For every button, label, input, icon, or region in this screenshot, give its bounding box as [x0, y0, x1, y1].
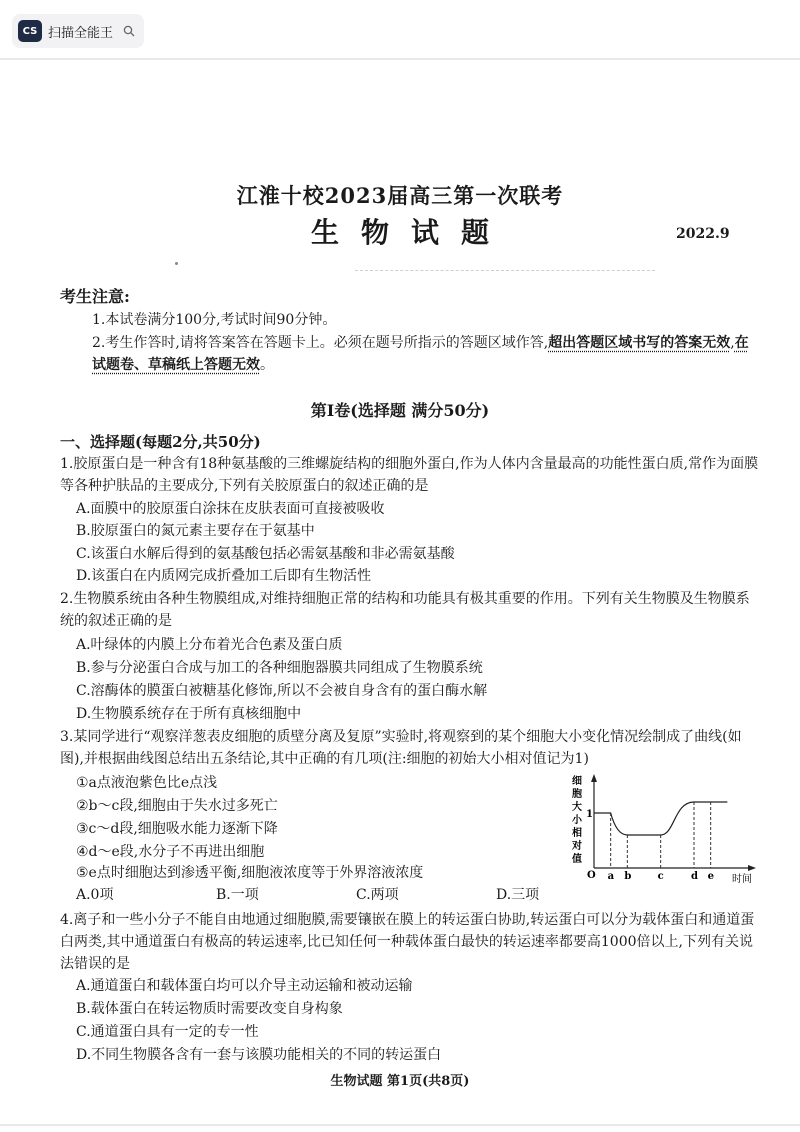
notice-item-2-text: 2.考生作答时,请将答案答在答题卡上。必须在题号所指示的答题区域作答, — [92, 335, 549, 351]
chart-x-tick-d: d — [691, 871, 698, 882]
q2-stem: 2.生物膜系统由各种生物膜组成,对维持细胞正常的结构和功能具有极其重要的作用。下列有关生物膜及生物膜系统的叙述正确的是 — [60, 591, 750, 629]
chart-x-tick-labels — [608, 871, 714, 882]
chart-y-tick-1: 1 — [586, 809, 593, 820]
volume-title: 第Ⅰ卷(选择题 满分50分) — [310, 401, 490, 420]
notice-item-1: 1.本试卷满分100分,考试时间90分钟。 — [92, 312, 337, 328]
q2-option-d: D.生物膜系统存在于所有真核细胞中 — [76, 706, 302, 722]
q3-option-d: D.三项 — [496, 887, 540, 903]
q3-stem: 3.某同学进行“观察洋葱表皮细胞的质壁分离及复原”实验时,将观察到的某个细胞大小变化情况绘制成了曲线(如图),并根据曲线图总结出五条结论,其中正确的有几项(注:细胞的初始大小相对值记为1) — [60, 729, 742, 767]
chart-x-label: 时间 — [732, 874, 752, 885]
notice-emphasis-1: 超出答题区域书写的答案无效 — [548, 335, 731, 351]
q1-option-c: C.该蛋白水解后得到的氨基酸包括必需氨基酸和非必需氨基酸 — [76, 546, 455, 562]
chart-x-tick-e: e — [707, 871, 715, 882]
q4-stem: 4.离子和一些小分子不能自由地通过细胞膜,需要镶嵌在膜上的转运蛋白协助,转运蛋白可以分为载体蛋白和通道蛋白两类,其中通道蛋白有极高的转运速率,比已知任何一种载体蛋白最快的转运速率都要高1000倍以上,下列有关说法错误的是 — [60, 912, 755, 972]
chart-series-line — [594, 802, 727, 835]
q4-option-d: D.不同生物膜各含有一套与该膜功能相关的不同的转运蛋白 — [76, 1047, 442, 1063]
q4-option-b: B.载体蛋白在转运物质时需要改变自身构象 — [76, 1001, 343, 1017]
notice-title: 考生注意: — [60, 287, 130, 306]
q3-option-b: B.一项 — [216, 887, 259, 903]
q2-option-c: C.溶酶体的膜蛋白被糖基化修饰,所以不会被自身含有的蛋白酶水解 — [76, 683, 488, 699]
q3-options — [76, 884, 636, 904]
q3-option-c: C.两项 — [356, 887, 399, 903]
search-icon[interactable] — [123, 25, 135, 37]
q3-statement-2: ②b～c段,细胞由于失水过多死亡 — [76, 798, 278, 814]
chart-x-tick-c: c — [657, 871, 664, 882]
divider — [355, 270, 655, 273]
q2-option-b: B.参与分泌蛋白合成与加工的各种细胞器膜共同组成了生物膜系统 — [76, 660, 483, 676]
scanner-app-name: 扫描全能王 — [48, 25, 114, 41]
q3-statement-5: ⑤e点时细胞达到渗透平衡,细胞液浓度等于外界溶液浓度 — [76, 865, 424, 881]
chart-x-tick-a: a — [607, 871, 615, 882]
scanner-logo: CS — [18, 20, 42, 42]
notice-item-2 — [92, 332, 760, 376]
notice-emphasis-2: 在试题卷、草稿纸上答题无效 — [92, 335, 749, 373]
q1-option-a: A.面膜中的胶原蛋白涂抹在皮肤表面可直接被吸收 — [76, 501, 385, 517]
chart-y-arrow — [591, 774, 597, 782]
chart-x-tick-b: b — [624, 871, 632, 882]
chart-x-arrow — [748, 865, 756, 871]
chart-origin-label: O — [587, 870, 596, 881]
q1-option-b: B.胶原蛋白的氮元素主要存在于氨基中 — [76, 523, 315, 539]
q1-stem: 1.胶原蛋白是一种含有18种氨基酸的三维螺旋结构的细胞外蛋白,作为人体内含量最高的功能性蛋白质,常作为面膜等各种护肤品的主要成分,下列有关胶原蛋白的叙述正确的是 — [60, 456, 759, 494]
section-heading: 一、选择题(每题2分,共50分) — [60, 433, 261, 451]
page-footer: 生物试题 第1页(共8页) — [330, 1074, 470, 1089]
scan-speck — [175, 262, 178, 265]
chart-y-label — [571, 774, 583, 865]
q3-statement-4: ④d～e段,水分子不再进出细胞 — [76, 844, 265, 860]
scanner-badge — [12, 14, 144, 48]
subject-title: 生物试题 — [310, 216, 511, 249]
q3-option-a: A.0项 — [76, 887, 114, 903]
q3-statement-1: ①a点液泡紫色比e点浅 — [76, 775, 218, 791]
chart-y-label-text: 细胞大小相对值 — [572, 776, 582, 865]
q3-statement-3: ③c～d段,细胞吸水能力逐渐下降 — [76, 821, 278, 837]
scan-edge-top — [0, 58, 800, 60]
exam-date: 2022.9 — [676, 226, 730, 242]
notice-period: 。 — [260, 357, 274, 373]
q2-option-a: A.叶绿体的内膜上分布着光合色素及蛋白质 — [76, 637, 343, 653]
notice-comma: , — [730, 335, 735, 351]
cell-size-chart — [564, 772, 764, 890]
q1-option-d: D.该蛋白在内质网完成折叠加工后即有生物活性 — [76, 568, 372, 584]
q4-option-c: C.通道蛋白具有一定的专一性 — [76, 1024, 259, 1040]
q4-option-a: A.通道蛋白和载体蛋白均可以介导主动运输和被动运输 — [76, 978, 413, 994]
exam-title: 江淮十校2023届高三第一次联考 — [236, 183, 564, 208]
scan-edge-bottom — [0, 1124, 800, 1126]
